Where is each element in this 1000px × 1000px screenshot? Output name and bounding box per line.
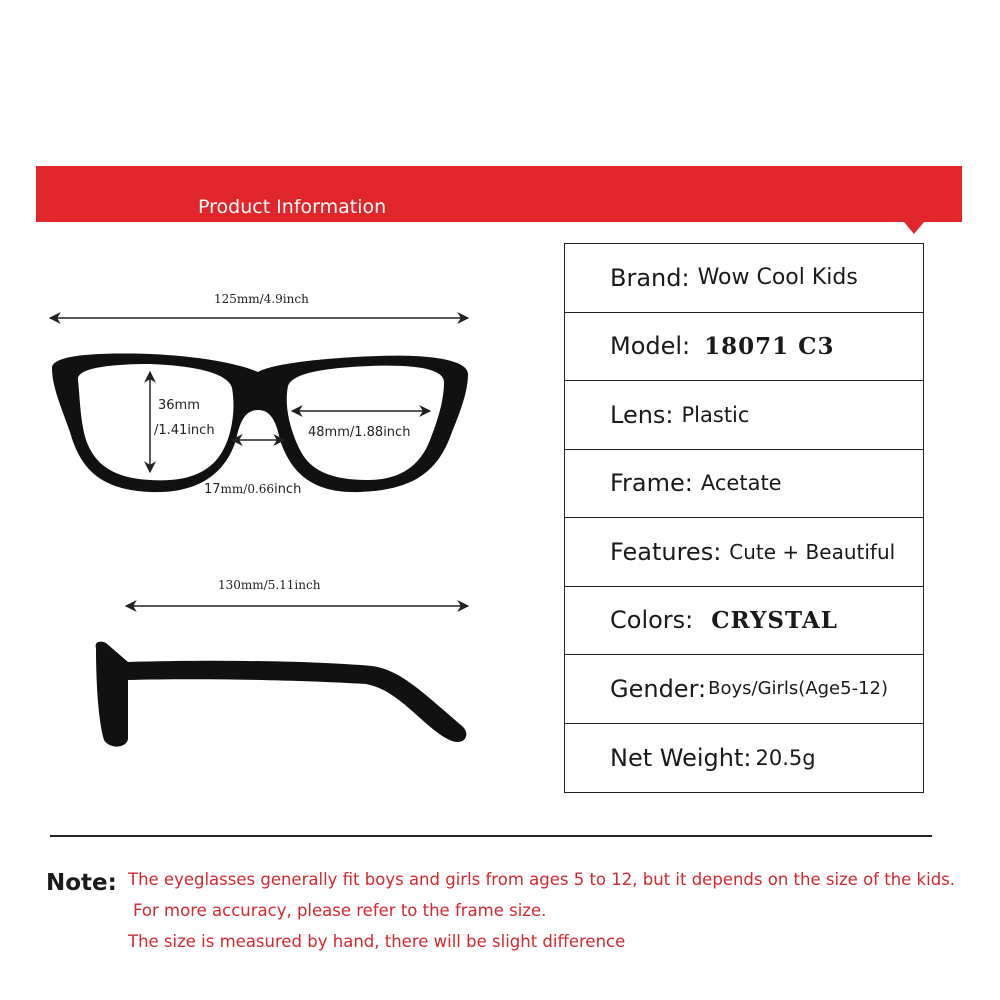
spec-value: 20.5g: [755, 745, 816, 770]
banner-notch: [904, 222, 924, 234]
lens-width-label: 48mm/1.88inch: [308, 425, 411, 440]
spec-row-model: [565, 313, 923, 382]
spec-row-net-weight: [565, 724, 923, 793]
glasses-diagram: [0, 0, 540, 800]
section-divider: [50, 835, 932, 837]
spec-value: Cute + Beautiful: [729, 539, 896, 564]
glasses-front-frame: [52, 354, 468, 493]
spec-value: Boys/Girls(Age5-12): [708, 678, 889, 700]
spec-label: Brand:: [610, 263, 690, 292]
spec-row-brand: [565, 244, 923, 313]
note-label: Note:: [46, 870, 117, 896]
spec-label: Lens:: [610, 400, 674, 429]
spec-row-features: [565, 518, 923, 587]
banner-title: Product Information: [198, 196, 387, 218]
spec-label: Colors:: [610, 606, 694, 635]
spec-value: 18071 C3: [704, 332, 835, 360]
spec-table: [564, 243, 924, 793]
note-line-2: For more accuracy, please refer to the frame size.: [133, 901, 547, 920]
spec-row-lens: [565, 381, 923, 450]
spec-label: Frame:: [610, 469, 693, 498]
lens-height-label-a: 36mm: [158, 398, 200, 413]
spec-label: Features:: [610, 537, 722, 566]
spec-row-gender: [565, 655, 923, 724]
bridge-width-label: 17mm/0.66inch: [204, 482, 302, 497]
spec-label: Gender:: [610, 674, 707, 703]
spec-value: Plastic: [681, 402, 750, 427]
spec-value: Wow Cool Kids: [697, 265, 858, 291]
spec-value: CRYSTAL: [711, 606, 838, 634]
spec-row-frame: [565, 450, 923, 519]
lens-height-label-b: /1.41inch: [154, 423, 215, 438]
spec-value: Acetate: [700, 471, 782, 496]
glasses-temple-arm: [96, 642, 467, 747]
spec-label: Model:: [610, 332, 691, 361]
note-line-3: The size is measured by hand, there will be slight difference: [128, 932, 626, 951]
spec-label: Net Weight:: [610, 743, 752, 772]
note-line-1: The eyeglasses generally fit boys and girls from ages 5 to 12, but it depends on the size of the kids.: [128, 870, 956, 889]
total-width-label: 125mm/4.9inch: [214, 292, 309, 306]
spec-row-colors: [565, 587, 923, 656]
temple-length-label: 130mm/5.11inch: [218, 578, 321, 592]
